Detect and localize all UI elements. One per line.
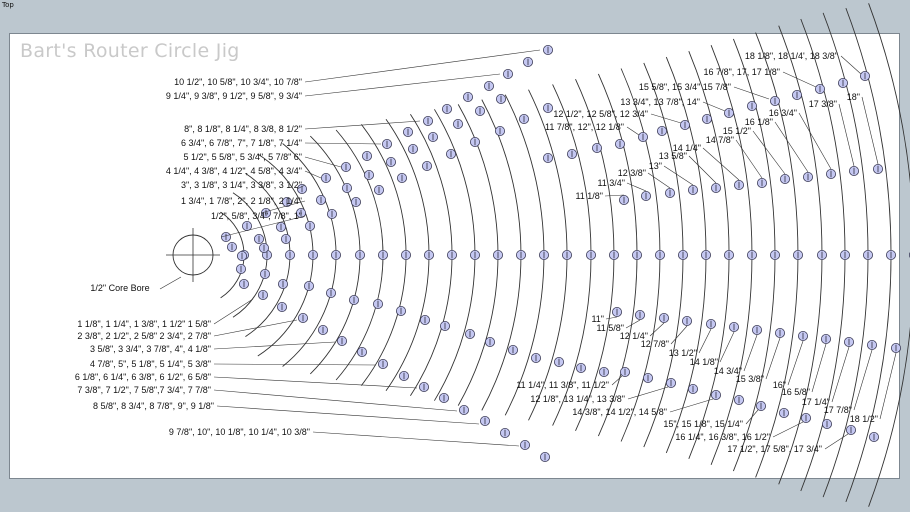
label-upper-set: 6 3/4", 6 7/8", 7", 7 1/8", 7 1/4" — [180, 138, 302, 148]
leader-line — [746, 410, 758, 424]
jig-hole — [846, 425, 855, 434]
axis-hole — [724, 250, 733, 259]
leader-line — [783, 72, 816, 87]
jig-hole — [508, 345, 517, 354]
label-upper-set: 4 1/4", 4 3/8", 4 1/2", 4 5/8", 4 3/4" — [165, 166, 302, 176]
axis-hole — [401, 250, 410, 259]
label-lower-set: 6 1/8", 6 1/4", 6 3/8", 6 1/2", 6 5/8" — [74, 372, 211, 382]
jig-hole — [838, 78, 847, 87]
leader-line — [703, 102, 725, 111]
leader-line — [606, 317, 617, 319]
leader-line — [648, 173, 670, 188]
jig-hole — [747, 101, 756, 110]
jig-hole — [680, 120, 689, 129]
label-upper-right-set: 13 3/4", 13 7/8", 14" — [620, 97, 700, 107]
label-single-upper: 13" — [648, 161, 662, 171]
label-upper-set: 3", 3 1/8", 3 1/4", 3 3/8", 3 1/2" — [180, 180, 302, 190]
axis-hole — [470, 250, 479, 259]
label-upper-right-set: 11 7/8", 12", 12 1/8" — [545, 122, 624, 132]
label-single-upper: 11 1/8" — [575, 191, 603, 201]
jig-hole — [304, 281, 313, 290]
jig-hole — [734, 395, 743, 404]
label-single-upper: 15 1/2" — [722, 126, 751, 136]
axis-hole — [424, 250, 433, 259]
label-single-upper: 16 1/8" — [744, 117, 773, 127]
label-lower-set: 1 1/8", 1 1/4", 1 3/8", 1 1/2" 1 5/8" — [77, 319, 211, 329]
leader-line — [753, 131, 785, 174]
jig-hole — [484, 81, 493, 90]
jig-hole — [397, 173, 406, 182]
core-bore-label: 1/2" Core Bore — [90, 283, 150, 293]
leader-line — [841, 56, 861, 74]
leader-line — [214, 377, 417, 388]
jig-hole — [364, 170, 373, 179]
leader-line — [736, 140, 762, 178]
label-lower-set: 7 3/8", 7 1/2", 7 5/8",7 3/4", 7 7/8" — [77, 385, 211, 395]
jig-hole — [351, 197, 360, 206]
jig-hole — [305, 221, 314, 230]
jig-hole — [276, 222, 285, 231]
jig-hole — [342, 183, 351, 192]
jig-hole — [259, 243, 268, 252]
leader-line — [214, 364, 376, 365]
jig-hole — [775, 328, 784, 337]
leader-line — [689, 156, 716, 183]
core-bore-crosshair — [166, 228, 220, 282]
leader-line — [313, 432, 519, 446]
jig-hole — [826, 169, 835, 178]
leader-line — [214, 390, 457, 411]
axis-hole — [308, 250, 317, 259]
label-single-lower: 17 7/8" — [823, 405, 852, 415]
leader-line — [825, 434, 848, 449]
jig-hole — [446, 149, 455, 158]
jig-hole — [849, 166, 858, 175]
leader-line — [671, 326, 687, 344]
label-single-lower: 13 1/2" — [668, 348, 697, 358]
jig-hole — [612, 307, 621, 316]
label-single-upper: 18" — [846, 92, 860, 102]
jig-hole — [349, 295, 358, 304]
jig-hole — [362, 151, 371, 160]
jig-hole — [711, 183, 720, 192]
leader-line — [627, 127, 639, 135]
label-lower-right-set: 16 1/4", 16 3/8", 16 1/2" — [675, 432, 770, 442]
axis-hole — [701, 250, 710, 259]
jig-hole — [821, 334, 830, 343]
jig-hole — [706, 319, 715, 328]
jig-hole — [298, 313, 307, 322]
label-single-lower: 14 3/4" — [713, 366, 742, 376]
label-single-upper: 14 7/8" — [705, 135, 734, 145]
jig-hole — [254, 234, 263, 243]
label-single-upper: 11 3/4" — [597, 178, 625, 188]
axis-hole — [817, 250, 826, 259]
leader-line — [650, 323, 664, 336]
leader-line — [720, 332, 734, 362]
jig-hole — [422, 161, 431, 170]
jig-hole — [277, 302, 286, 311]
axis-hole — [886, 250, 895, 259]
axis-hole — [447, 250, 456, 259]
jig-hole — [554, 357, 563, 366]
label-single-lower: 11" — [591, 314, 604, 324]
jig-hole — [382, 139, 391, 148]
jig-hole — [666, 378, 675, 387]
label-single-upper: 17 3/8" — [808, 99, 837, 109]
jig-hole — [459, 405, 468, 414]
label-upper-right-set: 12 1/2", 12 5/8", 12 3/4" — [553, 109, 648, 119]
jig-hole — [803, 172, 812, 181]
label-single-upper: 12 3/8" — [617, 168, 646, 178]
axis-hole — [747, 250, 756, 259]
leader-line — [734, 87, 769, 99]
jig-hole — [729, 322, 738, 331]
view-label: Top — [2, 1, 14, 9]
jig-hole — [643, 373, 652, 382]
leader-line — [664, 166, 693, 185]
label-upper-right-set: 16 7/8", 17, 17 1/8" — [703, 67, 780, 77]
axis-hole — [632, 250, 641, 259]
jig-hole — [873, 164, 882, 173]
drawing-title: Bart's Router Circle Jig — [20, 40, 240, 62]
leader-line — [612, 376, 622, 385]
leader-line — [627, 183, 646, 191]
jig-hole — [815, 84, 824, 93]
label-lower-set: 8 5/8", 8 3/4", 8 7/8", 9", 9 1/8" — [92, 401, 214, 411]
leader-line — [160, 277, 181, 289]
jig-hole — [520, 440, 529, 449]
jig-hole — [702, 114, 711, 123]
jig-hole — [496, 94, 505, 103]
label-upper-right-set: 15 5/8", 15 3/4" 15 7/8" — [638, 82, 731, 92]
jig-hole — [657, 126, 666, 135]
jig-hole — [682, 316, 691, 325]
jig-hole — [403, 127, 412, 136]
jig-hole — [792, 90, 801, 99]
label-lower-right-set: 11 1/4", 11 3/8", 11 1/2" — [516, 380, 609, 390]
jig-hole — [318, 325, 327, 334]
jig-hole — [470, 137, 479, 146]
label-lower-set: 4 7/8", 5", 5 1/8", 5 1/4", 5 3/8" — [89, 359, 211, 369]
jig-hole — [711, 390, 720, 399]
label-lower-right-set: 17 1/2", 17 5/8", 17 3/4" — [727, 444, 822, 454]
axis-hole — [655, 250, 664, 259]
jig-hole — [567, 149, 576, 158]
jig-hole — [326, 288, 335, 297]
jig-hole — [756, 401, 765, 410]
axis-hole — [609, 250, 618, 259]
axis-hole — [516, 250, 525, 259]
jig-hole — [236, 264, 245, 273]
label-lower-right-set: 12 1/8", 13 1/4", 13 3/8" — [530, 394, 625, 404]
jig-hole — [227, 242, 236, 251]
leader-line — [305, 143, 381, 144]
jig-hole — [495, 126, 504, 135]
jig-hole — [408, 144, 417, 153]
jig-hole — [543, 153, 552, 162]
jig-hole — [798, 331, 807, 340]
axis-hole — [331, 250, 340, 259]
jig-hole — [860, 71, 869, 80]
label-single-lower: 12 7/8" — [640, 339, 669, 349]
axis-hole — [586, 250, 595, 259]
jig-hole — [891, 343, 900, 352]
jig-hole — [439, 393, 448, 402]
leader-line — [305, 157, 341, 167]
jig-hole — [316, 195, 325, 204]
jig-hole — [869, 432, 878, 441]
axis-hole — [355, 250, 364, 259]
jig-hole — [599, 367, 608, 376]
leader-line — [626, 320, 640, 328]
jig-hole — [423, 116, 432, 125]
label-lower-set: 9 7/8", 10", 10 1/8", 10 1/4", 10 3/8" — [168, 427, 310, 437]
jig-hole — [592, 143, 601, 152]
leader-line — [305, 74, 500, 96]
label-upper-set: 10 1/2", 10 5/8", 10 3/4", 10 7/8" — [174, 77, 302, 87]
label-single-lower: 14 1/8" — [689, 357, 718, 367]
label-single-lower: 12 1/4" — [619, 331, 648, 341]
jig-hole — [688, 185, 697, 194]
jig-hole — [844, 337, 853, 346]
jig-hole — [543, 45, 552, 54]
axis-hole — [840, 250, 849, 259]
leader-line — [651, 114, 681, 123]
jig-hole — [258, 290, 267, 299]
axis-hole — [863, 250, 872, 259]
axis-hole — [678, 250, 687, 259]
leader-line — [744, 335, 757, 371]
jig-hole — [659, 313, 668, 322]
jig-hole — [440, 321, 449, 330]
jig-hole — [757, 178, 766, 187]
jig-hole — [475, 106, 484, 115]
axis-hole — [493, 250, 502, 259]
jig-hole — [341, 162, 350, 171]
label-upper-set: 1 3/4", 1 7/8", 2", 2 1/8", 2 1/4" — [180, 196, 302, 206]
leader-line — [839, 104, 854, 166]
jig-hole — [378, 359, 387, 368]
label-single-lower: 18 1/2" — [849, 414, 878, 424]
jig-hole — [540, 452, 549, 461]
leader-line — [217, 406, 479, 424]
label-upper-set: 8", 8 1/8", 8 1/4", 8 3/8, 8 1/2" — [184, 124, 302, 134]
jig-hole — [337, 336, 346, 345]
jig-hole — [801, 413, 810, 422]
jig-hole — [396, 306, 405, 315]
jig-hole — [500, 428, 509, 437]
label-lower-right-set: 14 3/8", 14 1/2", 14 5/8" — [572, 407, 667, 417]
jig-hole — [239, 279, 248, 288]
jig-hole — [373, 299, 382, 308]
label-lower-right-set: 15", 15 1/8", 15 1/4" — [663, 419, 743, 429]
label-single-lower: 11 5/8" — [596, 323, 624, 333]
label-upper-set: 9 1/4", 9 3/8", 9 1/2", 9 5/8", 9 3/4" — [165, 91, 302, 101]
jig-hole — [237, 251, 246, 260]
jig-hole — [519, 114, 528, 123]
label-single-lower: 16" — [772, 380, 786, 390]
jig-hole — [485, 337, 494, 346]
label-lower-set: 3 5/8", 3 3/4", 3 7/8", 4", 4 1/8" — [89, 344, 211, 354]
label-single-lower: 15 3/8" — [735, 374, 764, 384]
label-upper-set: 5 1/2", 5 5/8", 5 3/4", 5 7/8" 6" — [183, 152, 302, 162]
jig-hole — [734, 180, 743, 189]
label-upper-right-set: 18 1/8", 18 1/4', 18 3/8" — [744, 51, 838, 61]
jig-hole — [428, 132, 437, 141]
axis-hole — [378, 250, 387, 259]
label-lower-set: 2 3/8", 2 1/2", 2 5/8" 2 3/4", 2 7/8" — [77, 331, 211, 341]
jig-hole — [543, 103, 552, 112]
jig-hole — [386, 157, 395, 166]
jig-hole — [321, 173, 330, 182]
axis-hole — [793, 250, 802, 259]
jig-hole — [619, 195, 628, 204]
jig-hole — [463, 92, 472, 101]
jig-hole — [770, 96, 779, 105]
jig-hole — [576, 363, 585, 372]
jig-hole — [780, 174, 789, 183]
jig-hole — [260, 269, 269, 278]
axis-hole — [562, 250, 571, 259]
leader-line — [214, 299, 253, 324]
axis-hole — [770, 250, 779, 259]
jig-hole — [453, 119, 462, 128]
jig-hole — [242, 221, 251, 230]
jig-hole — [635, 310, 644, 319]
jig-hole — [752, 325, 761, 334]
leader-line — [812, 344, 826, 392]
label-single-lower: 17 1/4" — [801, 397, 830, 407]
leader-line — [305, 121, 420, 129]
label-single-upper: 14 1/4" — [672, 143, 701, 153]
jig-hole — [221, 232, 230, 241]
jig-hole — [620, 367, 629, 376]
leader-line — [699, 329, 711, 353]
jig-hole — [357, 347, 366, 356]
jig-hole — [665, 188, 674, 197]
jig-hole — [688, 384, 697, 393]
jig-hole — [615, 139, 624, 148]
jig-hole — [779, 408, 788, 417]
label-single-upper: 13 5/8" — [658, 151, 687, 161]
label-single-upper: 16 3/4" — [768, 108, 797, 118]
axis-hole — [539, 250, 548, 259]
leader-line — [605, 195, 624, 196]
jig-hole — [724, 108, 733, 117]
jig-hole — [531, 353, 540, 362]
leader-line — [832, 347, 849, 402]
jig-hole — [374, 185, 383, 194]
jig-hole — [503, 69, 512, 78]
jig-hole — [638, 132, 647, 141]
jig-hole — [867, 340, 876, 349]
axis-hole — [285, 250, 294, 259]
jig-hole — [419, 382, 428, 391]
leader-line — [788, 341, 803, 385]
jig-hole — [278, 279, 287, 288]
jig-hole — [641, 191, 650, 200]
jig-hole — [822, 419, 831, 428]
jig-hole — [465, 329, 474, 338]
jig-hole — [442, 104, 451, 113]
jig-hole — [281, 234, 290, 243]
leader-line — [773, 422, 803, 437]
label-upper-set: 1/2", 5/8", 3/4", 7/8", 1" — [210, 211, 302, 221]
jig-hole — [420, 315, 429, 324]
jig-hole — [327, 209, 336, 218]
jig-hole — [523, 57, 532, 66]
jig-hole — [399, 371, 408, 380]
leader-line — [214, 320, 297, 336]
label-single-lower: 16 5/8" — [781, 387, 810, 397]
jig-hole — [480, 416, 489, 425]
